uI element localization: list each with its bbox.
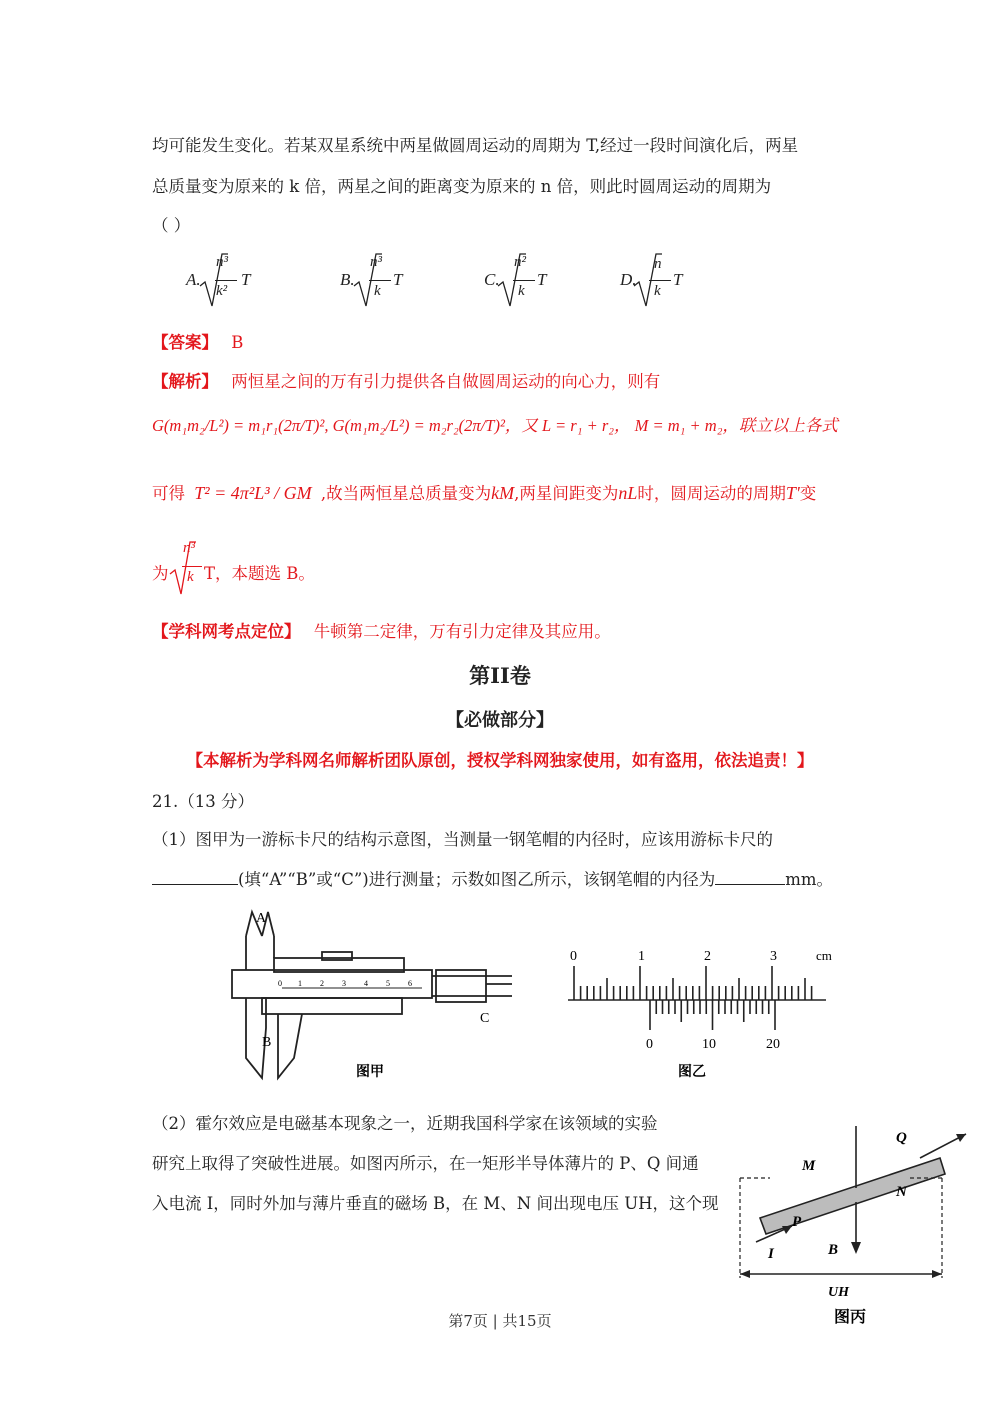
q20-line1: 均可能发生变化。若某双星系统中两星做圆周运动的周期为 T,经过一段时间演化后，两星: [152, 136, 799, 155]
svg-text:6: 6: [408, 979, 412, 988]
q21-part2-line2: 研究上取得了突破性进展。如图丙所示，在一矩形半导体薄片的 P、Q 间通: [152, 1154, 699, 1173]
answer-value: B: [231, 333, 244, 352]
svg-text:M: M: [802, 1158, 816, 1174]
analysis-line3: 可得 T² = 4π²L³ / GM ,故当两恒星总质量变为kM,两星间距变为nL时，圆周运动的周期T'变: [152, 483, 817, 503]
option-b: B. n³ k T: [340, 252, 460, 312]
figure-yi-caption: 图乙: [678, 1065, 706, 1080]
copyright-notice: 【本解析为学科网名师解析团队原创，授权学科网独家使用，如有盗用，依法追责！】: [186, 751, 814, 770]
svg-text:5: 5: [386, 979, 390, 988]
answer-blank-2[interactable]: [715, 884, 785, 885]
q21-part1-line1: （1）图甲为一游标卡尺的结构示意图，当测量一钢笔帽的内径时，应该用游标卡尺的: [152, 830, 773, 849]
svg-text:I: I: [768, 1246, 774, 1262]
kaodian-line: 【学科网考点定位】 牛顿第二定律，万有引力定律及其应用。: [152, 622, 611, 641]
figure-bing-hall: [730, 1118, 970, 1332]
q21-part2-line3: 入电流 I，同时外加与薄片垂直的磁场 B，在 M、N 间出现电压 UH，这个现: [152, 1194, 719, 1213]
svg-text:3: 3: [342, 979, 346, 988]
q20-paren: （ ）: [152, 216, 191, 235]
svg-text:N: N: [896, 1184, 907, 1200]
figure-yi-scale: [560, 940, 840, 1080]
analysis-line4: 为 n³ k T，本题选 B。: [152, 538, 372, 600]
caliper-label-a: A: [256, 911, 267, 926]
svg-text:Q: Q: [896, 1130, 907, 1146]
answer-tag: 【答案】: [152, 333, 218, 352]
option-d: D. n k T: [620, 252, 740, 312]
q21-part1-line2: (填“A”“B”或“C”)进行测量；示数如图乙所示，该钢笔帽的内径为 mm。: [152, 866, 833, 890]
analysis-equation-line: G(m₁m₂/L²) = m₁r₁(2π/T)², G(m₁m₂/L²) = m₂r₂(2π/T)²，又 L = r₁ + r₂， M = m₁ + m₂，联立以上各式: [152, 416, 838, 435]
q21-part2-line1: （2）霍尔效应是电磁基本现象之一，近期我国科学家在该领域的实验: [152, 1114, 658, 1133]
page-footer: 第7页 | 共15页: [448, 1312, 552, 1330]
svg-text:P: P: [792, 1214, 802, 1230]
main-tick-label: 2: [704, 949, 711, 964]
main-tick-label: 1: [638, 949, 645, 964]
svg-text:0: 0: [278, 979, 282, 988]
figure-jia-caliper: [222, 908, 522, 1088]
vernier-tick-label: 0: [646, 1037, 653, 1052]
svg-text:B: B: [828, 1242, 839, 1258]
caliper-label-b: B: [262, 1035, 272, 1050]
option-a: A. n³ k² T: [186, 252, 306, 312]
figure-bing-caption: 图丙: [834, 1309, 867, 1326]
analysis-tag: 【解析】: [152, 372, 218, 391]
caliper-label-c: C: [480, 1011, 490, 1026]
svg-text:2: 2: [320, 979, 324, 988]
section-title: 第II卷: [469, 663, 531, 688]
vernier-tick-label: 10: [702, 1037, 716, 1052]
vernier-tick-label: 20: [766, 1037, 780, 1052]
section-subtitle: 【必做部分】: [446, 710, 554, 731]
q21-header: 21.（13 分）: [152, 792, 254, 811]
svg-text:1: 1: [298, 979, 302, 988]
answer-blank-1[interactable]: [152, 884, 238, 885]
q20-line2: 总质量变为原来的 k 倍，两星之间的距离变为原来的 n 倍，则此时圆周运动的周期为: [152, 177, 772, 196]
svg-text:4: 4: [364, 979, 368, 988]
svg-text:UH: UH: [828, 1285, 849, 1300]
main-tick-label: 3: [770, 949, 777, 964]
option-c: C. n² k T: [484, 252, 604, 312]
period-formula: T² = 4π²L³ / GM: [194, 483, 312, 503]
answer-line: [152, 329, 243, 353]
analysis-line1: 【解析】 两恒星之间的万有引力提供各自做圆周运动的向心力，则有: [152, 372, 661, 391]
main-tick-label: 0: [570, 949, 577, 964]
unit-label: cm: [816, 948, 832, 963]
figure-jia-caption: 图甲: [356, 1065, 384, 1080]
